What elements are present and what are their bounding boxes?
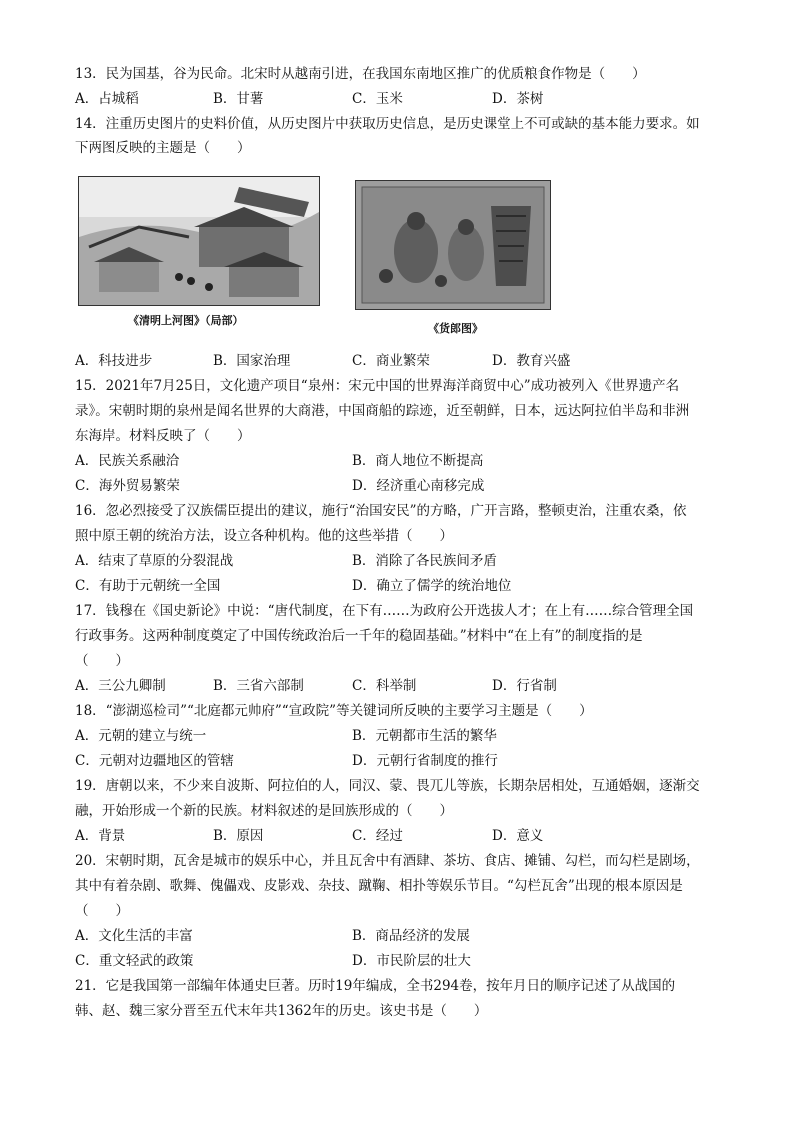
q18-option-c: C．元朝对边疆地区的管辖 [75,753,234,769]
q19-stem-line2: 融，开始形成一个新的民族。材料叙述的是回族形成的（ ） [75,803,453,819]
q13-option-c: C．玉米 [352,91,403,107]
qingming-caption: 《清明上河图》（局部） [128,314,244,327]
q19-option-c: C．经过 [352,828,403,844]
q16-stem-line2: 照中原王朝的统治方法，设立各种机构。他的这些举措（ ） [75,528,453,544]
q18-option-d: D．元朝行省制度的推行 [352,753,498,769]
q13-option-a: A．占城稻 [75,91,139,107]
q19-stem-line1: 19．唐朝以来，不少来自波斯、阿拉伯的人，同汉、蒙、畏兀儿等族，长期杂居相处，互通婚姻，逐渐交 [75,778,700,794]
q14-option-b: B．国家治理 [213,353,291,369]
q17-option-d: D．行省制 [492,678,557,694]
q16-option-c: C．有助于元朝统一全国 [75,578,221,594]
q17-option-a: A．三公九卿制 [75,678,166,694]
q16-option-a: A．结束了草原的分裂混战 [75,553,234,569]
qingming-painting-image [78,176,320,306]
q14-option-c: C．商业繁荣 [352,353,430,369]
q17-stem-line3: （ ） [75,653,129,669]
q20-stem-line3: （ ） [75,903,129,919]
q15-stem-line1: 15．2021年7月25日，文化遗产项目“泉州：宋元中国的世界海洋商贸中心”成功被列入《世界遗产名 [75,378,680,394]
huolang-caption: 《货郎图》 [428,322,483,335]
q14-option-a: A．科技进步 [75,353,153,369]
q17-option-c: C．科举制 [352,678,417,694]
q15-option-c: C．海外贸易繁荣 [75,478,180,494]
q20-stem-line1: 20．宋朝时期，瓦舍是城市的娱乐中心，并且瓦舍中有酒肆、茶坊、食店、摊铺、勾栏，而勾栏是剧场， [75,853,700,869]
q15-option-d: D．经济重心南移完成 [352,478,485,494]
q13-option-b: B．甘薯 [213,91,264,107]
q14-stem-line2: 下两图反映的主题是（ ） [75,140,251,156]
q13-option-d: D．茶树 [492,91,544,107]
q20-option-b: B．商品经济的发展 [352,928,470,944]
q17-stem-line1: 17．钱穆在《国史新论》中说：“唐代制度，在下有……为政府公开选拔人才；在上有……综合管理全国 [75,603,694,619]
q19-option-a: A．背景 [75,828,126,844]
q15-stem-line2: 录》。宋朝时期的泉州是闻名世界的大商港，中国商船的踪迹，近至朝鲜，日本，远达阿拉伯半岛和非洲 [75,403,690,419]
q21-stem-line1: 21．它是我国第一部编年体通史巨著。历时19年编成，全书294卷，按年月日的顺序记述了从战国的 [75,978,676,994]
q16-stem-line1: 16．忽必烈接受了汉族儒臣提出的建议，施行“治国安民”的方略，广开言路，整顿吏治，注重农桑，依 [75,503,687,519]
q18-option-a: A．元朝的建立与统一 [75,728,207,744]
q20-stem-line2: 其中有着杂剧、歌舞、傀儡戏、皮影戏、杂技、蹴鞠、相扑等娱乐节目。“勾栏瓦舍”出现的根本原因是 [75,878,683,894]
q13-stem: 13．民为国基，谷为民命。北宋时从越南引进，在我国东南地区推广的优质粮食作物是（ ） [75,66,646,82]
q20-option-c: C．重文轻武的政策 [75,953,194,969]
q18-stem: 18．“澎湖巡检司”“北庭都元帅府”“宣政院”等关键词所反映的主要学习主题是（ ） [75,703,593,719]
q14-stem-line1: 14．注重历史图片的史料价值，从历史图片中获取历史信息，是历史课堂上不可或缺的基本能力要求。如 [75,116,700,132]
q17-stem-line2: 行政事务。这两种制度奠定了中国传统政治后一千年的稳固基础。”材料中“在上有”的制度指的是 [75,628,643,644]
q18-option-b: B．元朝都市生活的繁华 [352,728,497,744]
q17-option-b: B．三省六部制 [213,678,304,694]
q15-option-b: B．商人地位不断提高 [352,453,484,469]
q14-option-d: D．教育兴盛 [492,353,571,369]
q16-option-b: B．消除了各民族间矛盾 [352,553,497,569]
q15-option-a: A．民族关系融洽 [75,453,180,469]
huolang-painting-image [355,180,551,310]
q19-option-b: B．原因 [213,828,264,844]
q20-option-d: D．市民阶层的壮大 [352,953,471,969]
q19-option-d: D．意义 [492,828,544,844]
q20-option-a: A．文化生活的丰富 [75,928,193,944]
q21-stem-line2: 韩、赵、魏三家分晋至五代末年共1362年的历史。该史书是（ ） [75,1003,488,1019]
q16-option-d: D．确立了儒学的统治地位 [352,578,512,594]
q15-stem-line3: 东海岸。材料反映了（ ） [75,428,251,444]
